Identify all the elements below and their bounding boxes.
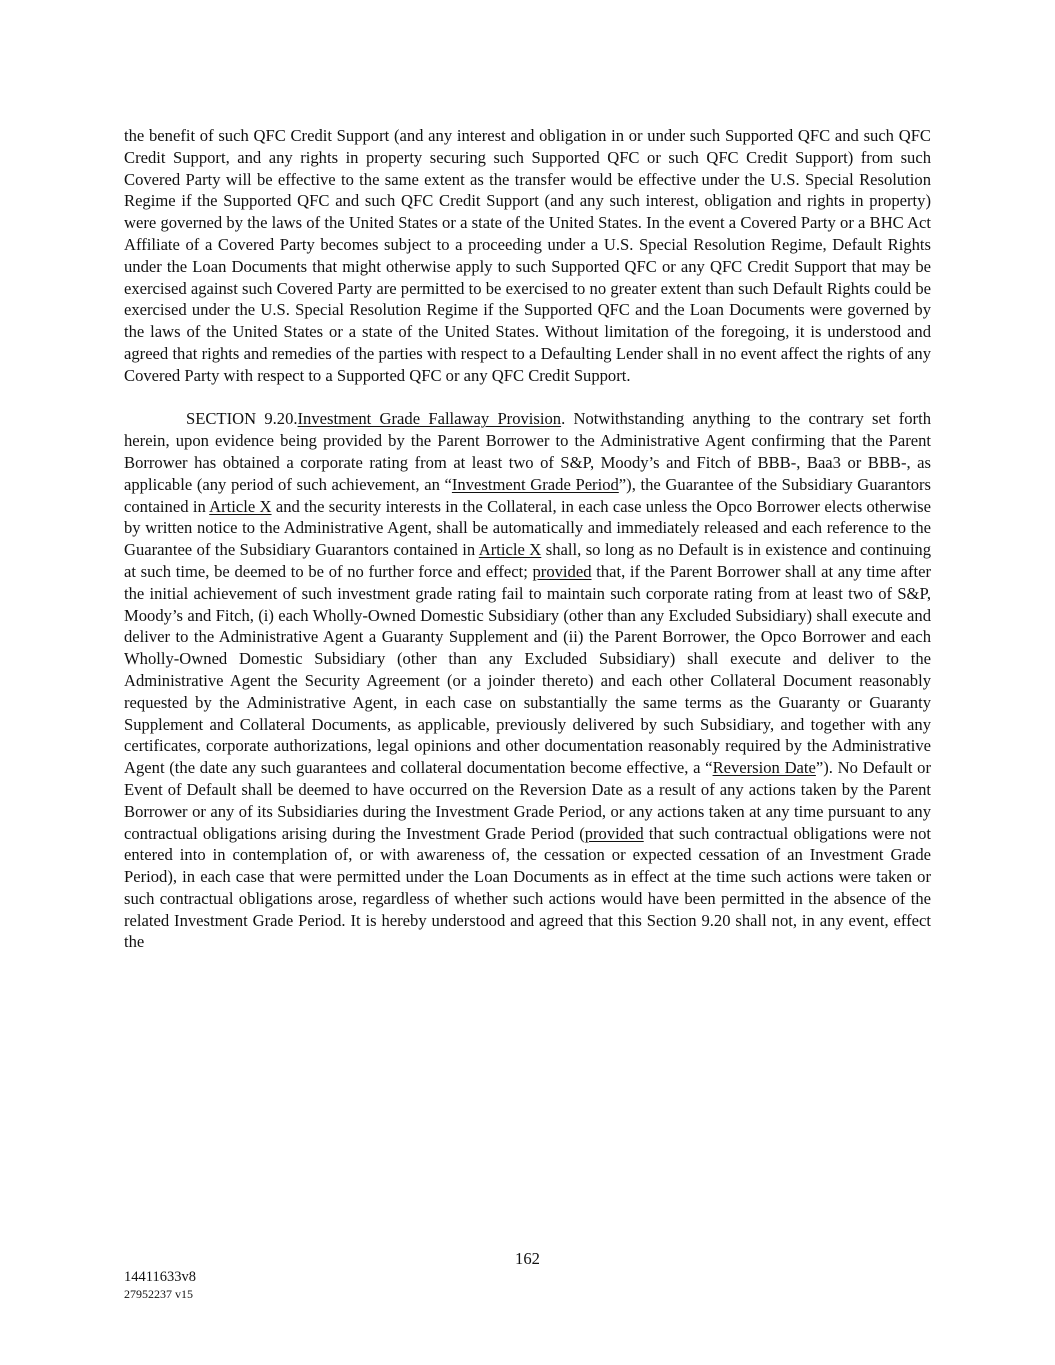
article-x-reference: Article X xyxy=(209,496,272,516)
section-text-3: and the security interests in the Collateral, in each case unless the Opco Borrower elects otherwise by written notice to the Administrative Agent, shall be automatically and immediately released and each reference to the Guarantee of the Subsidiary Guarantors contained in xyxy=(124,496,932,560)
proviso-term: provided xyxy=(532,561,592,581)
document-id-secondary: 27952237 v15 xyxy=(124,1287,193,1301)
article-x-reference: Article X xyxy=(478,540,542,560)
section-text-1: . Notwithstanding anything to the contrary set forth herein, upon evidence being provided by the Parent Borrower to the Administrative Agent confirming that the Parent Borrower has obtained a corporate rating from at least two of S&P, Moody’s and Fitch of BBB-, Baa3 or BBB-, as applicable (any period of such achievement, an “ xyxy=(124,409,931,494)
section-text-7: that such contractual obligations were not entered into in contemplation of, or with awareness of, the cessation or expected cessation of an Investment Grade Period), in each case that were permitted under the Loan Documents as in effect at the time such actions were taken or such contractual obligations arose, regardless of whether such actions would have been permitted in the absence of the related Investment Grade Period. It is hereby understood and agreed that this Section 9.20 shall not, in any event, effect the xyxy=(124,823,931,952)
section-9-20-paragraph xyxy=(124,408,931,953)
defined-term-reversion-date: Reversion Date xyxy=(712,758,816,778)
section-heading: Investment Grade Fallaway Provision xyxy=(297,409,562,429)
section-text-4: shall, so long as no Default is in existence and continuing at such time, be deemed to be of no further force and effect; xyxy=(124,540,932,581)
section-text-6: ”). No Default or Event of Default shall be deemed to have occurred on the Reversion Date as a result of any actions taken by the Parent Borrower or any of its Subsidiaries during the Investment Grade Period, or any actions taken at any time pursuant to any contractual obligations arising during the Investment Grade Period ( xyxy=(124,758,931,843)
proviso-term: provided xyxy=(584,823,644,843)
page-number: 162 xyxy=(515,1249,540,1268)
qfc-paragraph: the benefit of such QFC Credit Support (and any interest and obligation in or under such Supported QFC and such QFC Credit Support, and any rights in property securing such Supported QFC or such QFC Credit Support) from such Covered Party will be effective to the same extent as the transfer would be effective under the U.S. Special Resolution Regime if the Supported QFC and such QFC Credit Support (and any such interest, obligation and rights in property) were governed by the laws of the United States or a state of the United States. In the event a Covered Party or a BHC Act Affiliate of a Covered Party becomes subject to a proceeding under a U.S. Special Resolution Regime, Default Rights under the Loan Documents that might otherwise apply to such Supported QFC or any QFC Credit Support that may be exercised against such Covered Party are permitted to be exercised to no greater extent than such Default Rights could be exercised under the U.S. Special Resolution Regime if the Supported QFC and the Loan Documents were governed by the laws of the United States or a state of the United States. Without limitation of the foregoing, it is understood and agreed that rights and remedies of the parties with respect to a Defaulting Lender shall in no event affect the rights of any Covered Party with respect to a Supported QFC or any QFC Credit Support. xyxy=(124,126,931,385)
document-id-primary: 14411633v8 xyxy=(124,1269,196,1285)
document-body xyxy=(124,125,931,953)
section-text-5: that, if the Parent Borrower shall at any time after the initial achievement of such investment grade rating fail to maintain such corporate rating from at least two of S&P, Moody’s and Fitch, (i) each Wholly-Owned Domestic Subsidiary (other than any Excluded Subsidiary) shall execute and deliver to the Administrative Agent a Guaranty Supplement and (ii) the Parent Borrower, the Opco Borrower and each Wholly-Owned Domestic Subsidiary (other than any Excluded Subsidiary) shall execute and deliver to the Administrative Agent the Security Agreement (or a joinder thereto) and each other Collateral Document reasonably requested by the Administrative Agent, in each case on substantially the same terms as the Guaranty or Guaranty Supplement and Collateral Documents, as applicable, previously delivered by such Subsidiary, and together with any certificates, corporate authorizations, legal opinions and other documentation reasonably required by the Administrative Agent (the date any such guarantees and collateral documentation become effective, a “ xyxy=(124,561,931,778)
defined-term-investment-grade-period: Investment Grade Period xyxy=(451,474,619,494)
section-text-2: ”), the Guarantee of the Subsidiary Guarantors contained in xyxy=(124,474,932,516)
section-number: SECTION 9.20. xyxy=(186,409,298,429)
